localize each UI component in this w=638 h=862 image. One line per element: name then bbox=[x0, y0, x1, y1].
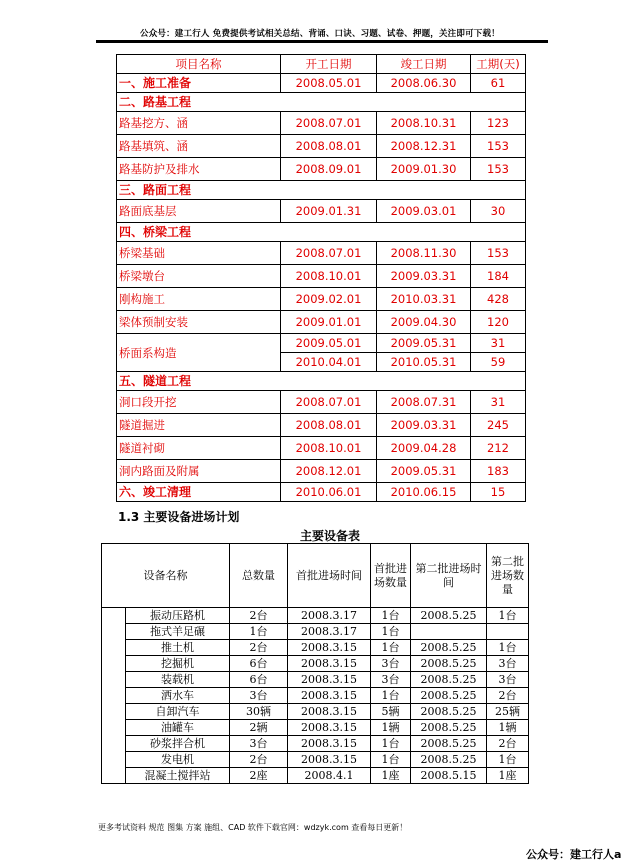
schedule-item-name: 梁体预制安装 bbox=[117, 311, 281, 334]
schedule-duration: 183 bbox=[471, 460, 526, 483]
schedule-row bbox=[117, 437, 526, 460]
header-notice: 公众号：建工行人 免费提供考试相关总结、背诵、口诀、习题、试卷、押题，关注即可下载！ bbox=[140, 29, 500, 39]
equipment-second-date: 2008.5.25 bbox=[411, 640, 487, 656]
schedule-duration: 428 bbox=[471, 288, 526, 311]
equipment-first-date: 2008.3.15 bbox=[288, 752, 371, 768]
equipment-row bbox=[102, 752, 529, 768]
schedule-end-date: 2010.05.31 bbox=[377, 353, 471, 372]
equipment-total: 3台 bbox=[230, 736, 288, 752]
schedule-item-name: 一、施工准备 bbox=[117, 74, 281, 93]
equipment-header-row bbox=[102, 544, 529, 608]
equipment-second-qty bbox=[487, 624, 529, 640]
equipment-second-qty: 2台 bbox=[487, 688, 529, 704]
equipment-name: 发电机 bbox=[126, 752, 230, 768]
schedule-start-date: 2008.08.01 bbox=[281, 135, 377, 158]
schedule-end-date: 2009.03.31 bbox=[377, 265, 471, 288]
equipment-total: 6台 bbox=[230, 656, 288, 672]
schedule-start-date: 2009.01.31 bbox=[281, 200, 377, 223]
equipment-table bbox=[101, 543, 529, 784]
equipment-second-date: 2008.5.25 bbox=[411, 688, 487, 704]
equipment-second-qty: 1辆 bbox=[487, 720, 529, 736]
schedule-section-name: 二、路基工程 bbox=[117, 93, 526, 112]
equipment-second-date: 2008.5.25 bbox=[411, 720, 487, 736]
equipment-row bbox=[102, 608, 529, 624]
equipment-second-date: 2008.5.25 bbox=[411, 608, 487, 624]
equipment-name: 砂浆拌合机 bbox=[126, 736, 230, 752]
schedule-item-name: 路面底基层 bbox=[117, 200, 281, 223]
schedule-start-date: 2010.04.01 bbox=[281, 353, 377, 372]
equipment-column-header: 总数量 bbox=[230, 544, 288, 608]
equipment-second-qty: 1台 bbox=[487, 608, 529, 624]
schedule-start-date: 2008.05.01 bbox=[281, 74, 377, 93]
equipment-total: 2台 bbox=[230, 752, 288, 768]
equipment-second-qty: 3台 bbox=[487, 672, 529, 688]
schedule-section-name: 三、路面工程 bbox=[117, 181, 526, 200]
equipment-first-date: 2008.3.17 bbox=[288, 624, 371, 640]
equipment-column-header: 设备名称 bbox=[102, 544, 230, 608]
schedule-row bbox=[117, 265, 526, 288]
schedule-section-name: 四、桥梁工程 bbox=[117, 223, 526, 242]
schedule-end-date: 2009.01.30 bbox=[377, 158, 471, 181]
schedule-row bbox=[117, 74, 526, 93]
schedule-start-date: 2008.07.01 bbox=[281, 242, 377, 265]
equipment-name: 混凝土搅拌站 bbox=[126, 768, 230, 784]
equipment-first-qty: 3台 bbox=[371, 656, 411, 672]
equipment-row bbox=[102, 720, 529, 736]
section-title: 1.3 主要设备进场计划 bbox=[118, 510, 240, 524]
schedule-item-name: 桥面系构造 bbox=[117, 334, 281, 372]
equipment-second-qty: 1座 bbox=[487, 768, 529, 784]
equipment-total: 3台 bbox=[230, 688, 288, 704]
equipment-row bbox=[102, 640, 529, 656]
schedule-section-row bbox=[117, 93, 526, 112]
equipment-first-date: 2008.3.15 bbox=[288, 640, 371, 656]
equipment-total: 6台 bbox=[230, 672, 288, 688]
equipment-column-header: 第二批进场数量 bbox=[487, 544, 529, 608]
equipment-second-date: 2008.5.25 bbox=[411, 752, 487, 768]
equipment-name: 挖掘机 bbox=[126, 656, 230, 672]
equipment-column-header: 首批进场数量 bbox=[371, 544, 411, 608]
equipment-row bbox=[102, 736, 529, 752]
equipment-row bbox=[102, 672, 529, 688]
schedule-item-name: 路基挖方、涵 bbox=[117, 112, 281, 135]
schedule-start-date: 2009.02.01 bbox=[281, 288, 377, 311]
equipment-first-date: 2008.3.15 bbox=[288, 736, 371, 752]
schedule-duration: 153 bbox=[471, 135, 526, 158]
schedule-section-name: 五、隧道工程 bbox=[117, 372, 526, 391]
equipment-first-date: 2008.3.15 bbox=[288, 688, 371, 704]
equipment-second-qty: 1台 bbox=[487, 752, 529, 768]
schedule-start-date: 2008.10.01 bbox=[281, 265, 377, 288]
schedule-start-date: 2010.06.01 bbox=[281, 483, 377, 502]
equipment-first-date: 2008.3.15 bbox=[288, 704, 371, 720]
schedule-header-row bbox=[117, 55, 526, 74]
schedule-start-date: 2009.01.01 bbox=[281, 311, 377, 334]
schedule-duration: 153 bbox=[471, 158, 526, 181]
schedule-duration: 30 bbox=[471, 200, 526, 223]
schedule-row bbox=[117, 391, 526, 414]
schedule-end-date: 2009.03.01 bbox=[377, 200, 471, 223]
equipment-row bbox=[102, 688, 529, 704]
equipment-first-qty: 1座 bbox=[371, 768, 411, 784]
equipment-second-date: 2008.5.25 bbox=[411, 656, 487, 672]
schedule-column-header: 工期(天) bbox=[471, 55, 526, 74]
equipment-first-qty: 5辆 bbox=[371, 704, 411, 720]
equipment-first-qty: 3台 bbox=[371, 672, 411, 688]
schedule-end-date: 2009.04.30 bbox=[377, 311, 471, 334]
schedule-end-date: 2010.06.15 bbox=[377, 483, 471, 502]
equipment-row bbox=[102, 704, 529, 720]
schedule-end-date: 2008.12.31 bbox=[377, 135, 471, 158]
schedule-row bbox=[117, 414, 526, 437]
schedule-duration: 184 bbox=[471, 265, 526, 288]
schedule-start-date: 2009.05.01 bbox=[281, 334, 377, 353]
schedule-column-header: 项目名称 bbox=[117, 55, 281, 74]
schedule-duration: 120 bbox=[471, 311, 526, 334]
equipment-second-date: 2008.5.25 bbox=[411, 672, 487, 688]
equipment-first-qty: 1台 bbox=[371, 608, 411, 624]
equipment-column-header: 第二批进场时间 bbox=[411, 544, 487, 608]
equipment-row bbox=[102, 768, 529, 784]
equipment-name: 推土机 bbox=[126, 640, 230, 656]
schedule-end-date: 2009.05.31 bbox=[377, 334, 471, 353]
equipment-first-qty: 1台 bbox=[371, 624, 411, 640]
header-divider bbox=[96, 40, 548, 43]
schedule-end-date: 2008.06.30 bbox=[377, 74, 471, 93]
equipment-second-qty: 25辆 bbox=[487, 704, 529, 720]
schedule-column-header: 竣工日期 bbox=[377, 55, 471, 74]
schedule-item-name: 桥梁基础 bbox=[117, 242, 281, 265]
equipment-second-qty: 3台 bbox=[487, 656, 529, 672]
schedule-row bbox=[117, 158, 526, 181]
equipment-first-date: 2008.3.15 bbox=[288, 672, 371, 688]
equipment-total: 2辆 bbox=[230, 720, 288, 736]
equipment-first-qty: 1台 bbox=[371, 736, 411, 752]
schedule-item-name: 隧道衬砌 bbox=[117, 437, 281, 460]
schedule-end-date: 2009.04.28 bbox=[377, 437, 471, 460]
equipment-row bbox=[102, 624, 529, 640]
equipment-group-cell bbox=[102, 608, 126, 784]
equipment-name: 装载机 bbox=[126, 672, 230, 688]
schedule-item-name: 洞内路面及附属 bbox=[117, 460, 281, 483]
equipment-second-date bbox=[411, 624, 487, 640]
schedule-row bbox=[117, 288, 526, 311]
schedule-end-date: 2008.11.30 bbox=[377, 242, 471, 265]
schedule-column-header: 开工日期 bbox=[281, 55, 377, 74]
schedule-duration: 123 bbox=[471, 112, 526, 135]
footer-download-note: 更多考试资料 规范 图集 方案 施组、CAD 软件下载官网：wdzyk.com 查看每日更新！ bbox=[98, 823, 408, 832]
schedule-end-date: 2009.05.31 bbox=[377, 460, 471, 483]
schedule-start-date: 2008.10.01 bbox=[281, 437, 377, 460]
schedule-section-row bbox=[117, 223, 526, 242]
schedule-start-date: 2008.07.01 bbox=[281, 112, 377, 135]
schedule-item-name: 洞口段开挖 bbox=[117, 391, 281, 414]
schedule-duration: 153 bbox=[471, 242, 526, 265]
equipment-total: 30辆 bbox=[230, 704, 288, 720]
schedule-row bbox=[117, 135, 526, 158]
schedule-row bbox=[117, 112, 526, 135]
equipment-first-date: 2008.3.15 bbox=[288, 656, 371, 672]
equipment-first-qty: 1台 bbox=[371, 752, 411, 768]
schedule-row bbox=[117, 460, 526, 483]
schedule-row bbox=[117, 483, 526, 502]
equipment-first-date: 2008.3.17 bbox=[288, 608, 371, 624]
schedule-item-name: 路基填筑、涵 bbox=[117, 135, 281, 158]
schedule-start-date: 2008.12.01 bbox=[281, 460, 377, 483]
schedule-section-row bbox=[117, 372, 526, 391]
schedule-duration: 31 bbox=[471, 334, 526, 353]
schedule-item-name: 刚构施工 bbox=[117, 288, 281, 311]
equipment-name: 拖式羊足碾 bbox=[126, 624, 230, 640]
schedule-row bbox=[117, 311, 526, 334]
equipment-name: 振动压路机 bbox=[126, 608, 230, 624]
schedule-row bbox=[117, 334, 526, 353]
schedule-duration: 15 bbox=[471, 483, 526, 502]
equipment-table-title: 主要设备表 bbox=[299, 529, 360, 543]
schedule-item-name: 路基防护及排水 bbox=[117, 158, 281, 181]
schedule-duration: 212 bbox=[471, 437, 526, 460]
schedule-end-date: 2010.03.31 bbox=[377, 288, 471, 311]
equipment-second-date: 2008.5.25 bbox=[411, 704, 487, 720]
construction-schedule-table bbox=[116, 54, 526, 502]
equipment-first-date: 2008.4.1 bbox=[288, 768, 371, 784]
schedule-duration: 61 bbox=[471, 74, 526, 93]
equipment-total: 1台 bbox=[230, 624, 288, 640]
equipment-name: 洒水车 bbox=[126, 688, 230, 704]
schedule-row bbox=[117, 200, 526, 223]
schedule-end-date: 2008.07.31 bbox=[377, 391, 471, 414]
schedule-end-date: 2009.03.31 bbox=[377, 414, 471, 437]
schedule-start-date: 2008.08.01 bbox=[281, 414, 377, 437]
schedule-start-date: 2008.07.01 bbox=[281, 391, 377, 414]
schedule-item-name: 六、竣工清理 bbox=[117, 483, 281, 502]
schedule-section-row bbox=[117, 181, 526, 200]
schedule-duration: 245 bbox=[471, 414, 526, 437]
equipment-column-header: 首批进场时间 bbox=[288, 544, 371, 608]
equipment-total: 2台 bbox=[230, 640, 288, 656]
schedule-end-date: 2008.10.31 bbox=[377, 112, 471, 135]
schedule-duration: 31 bbox=[471, 391, 526, 414]
equipment-second-qty: 2台 bbox=[487, 736, 529, 752]
equipment-total: 2台 bbox=[230, 608, 288, 624]
equipment-name: 油罐车 bbox=[126, 720, 230, 736]
equipment-second-date: 2008.5.15 bbox=[411, 768, 487, 784]
equipment-second-date: 2008.5.25 bbox=[411, 736, 487, 752]
footer-brand: 公众号：建工行人a bbox=[526, 848, 622, 861]
equipment-row bbox=[102, 656, 529, 672]
schedule-start-date: 2008.09.01 bbox=[281, 158, 377, 181]
equipment-first-date: 2008.3.15 bbox=[288, 720, 371, 736]
equipment-total: 2座 bbox=[230, 768, 288, 784]
schedule-row bbox=[117, 242, 526, 265]
equipment-first-qty: 1台 bbox=[371, 640, 411, 656]
equipment-first-qty: 1台 bbox=[371, 688, 411, 704]
schedule-item-name: 隧道掘进 bbox=[117, 414, 281, 437]
equipment-name: 自卸汽车 bbox=[126, 704, 230, 720]
schedule-item-name: 桥梁墩台 bbox=[117, 265, 281, 288]
equipment-first-qty: 1辆 bbox=[371, 720, 411, 736]
equipment-second-qty: 1台 bbox=[487, 640, 529, 656]
schedule-duration: 59 bbox=[471, 353, 526, 372]
